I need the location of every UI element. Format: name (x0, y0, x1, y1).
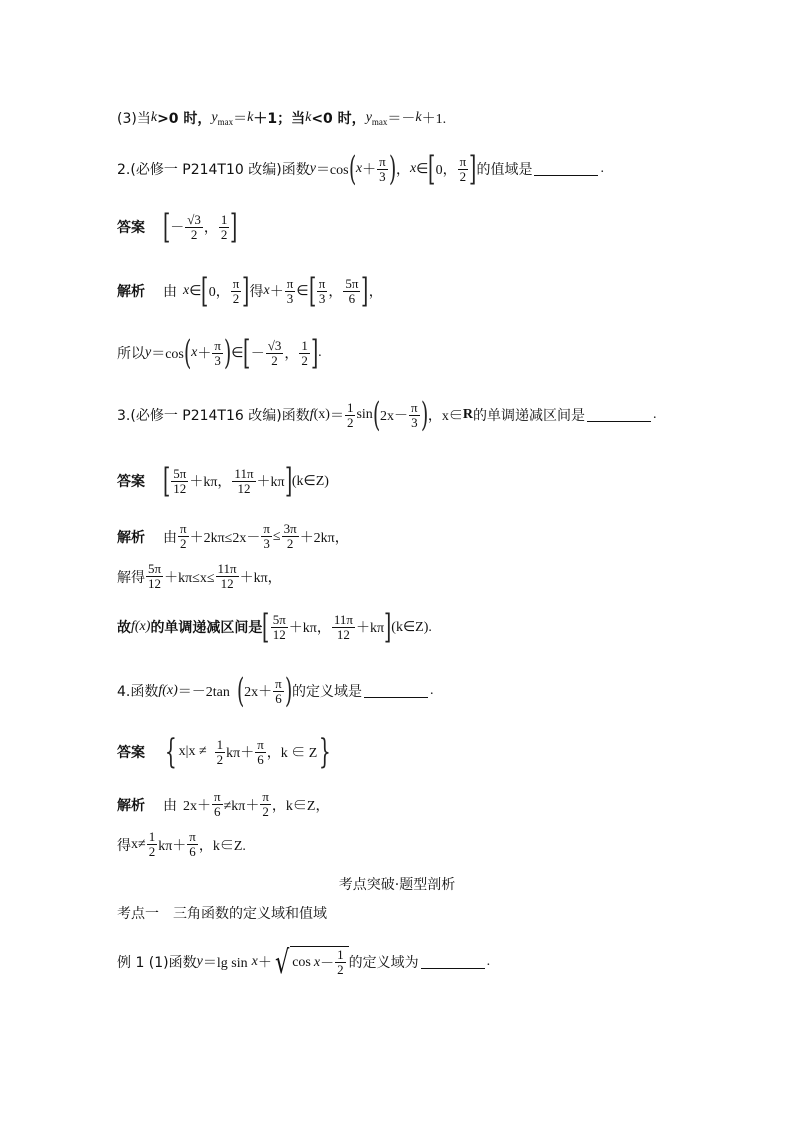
problem-stem: 3.(必修一 P214T16 改编)函数 (117, 408, 310, 424)
element-of: ∈ (189, 283, 202, 299)
fraction-pi-3 (409, 401, 420, 430)
element-of: ∈ (296, 283, 309, 299)
comma: ， (368, 285, 383, 300)
denominator: 6 (189, 844, 196, 859)
fraction-pi-6 (187, 830, 198, 859)
point-title: 考点一 三角函数的定义域和值域 (117, 906, 327, 922)
denominator: 2 (232, 290, 240, 306)
var-x: x (191, 345, 198, 360)
var-y: y (211, 110, 218, 125)
fraction-pi-6 (273, 677, 284, 706)
left-paren: ( (348, 149, 356, 189)
answer-blank (534, 163, 598, 176)
text-segment: 由 (163, 797, 177, 814)
plus-sign: ＋ (362, 163, 377, 178)
numerator: π (214, 789, 221, 804)
denominator: 2 (262, 804, 269, 819)
text-segment: 得 (249, 284, 264, 300)
answer-3 (117, 461, 329, 501)
analysis-4-line-2 (117, 830, 246, 859)
expression: ＋2kπ， (299, 530, 349, 546)
example-1 (117, 943, 491, 981)
period: . (318, 345, 322, 360)
numerator: 11π (234, 465, 254, 481)
equals-sign: ＝ (329, 409, 344, 424)
subscript-max: max (217, 117, 234, 127)
denominator: 3 (379, 168, 386, 184)
numerator: π (257, 736, 264, 752)
var-x: x (409, 161, 417, 176)
domain-text: ，x∈ (427, 409, 463, 424)
right-paren: ) (388, 149, 396, 189)
denominator: 3 (214, 352, 221, 368)
minus-sign: － (170, 221, 185, 236)
expression: ≠kπ＋ (223, 798, 260, 814)
fraction-pi-3 (212, 339, 223, 368)
numerator: π (379, 153, 386, 169)
denominator: 2 (459, 168, 467, 184)
fraction-pi-6 (212, 790, 223, 819)
expression: ＋kπ (355, 621, 385, 636)
element-of: ∈ (231, 345, 244, 361)
answer-2 (117, 207, 238, 247)
left-brace: { (164, 732, 177, 772)
period: . (600, 161, 604, 176)
expression: 2x－ (380, 409, 409, 424)
comma: ， (328, 285, 343, 300)
denominator: 2 (346, 414, 354, 430)
denominator: 12 (148, 576, 162, 591)
condition: (k∈Z). (391, 619, 432, 635)
right-paren: ) (420, 395, 428, 435)
numerator: π (180, 521, 187, 536)
left-bracket: [ (243, 333, 251, 373)
radical-sign: √ (274, 943, 290, 981)
denominator: 12 (336, 626, 350, 642)
var-k: k (150, 110, 158, 125)
var-y: y (309, 161, 316, 176)
fraction-11pi-12 (216, 562, 239, 591)
numerator: 5π (272, 611, 286, 627)
denominator: 2 (271, 352, 278, 368)
equals-sign: ＝ (233, 112, 248, 127)
condition: (k∈Z) (291, 473, 329, 489)
condition: ，k ∈ Z (266, 746, 318, 761)
numerator: 1 (148, 829, 156, 844)
right-paren: ) (284, 671, 293, 711)
number-zero: 0， (208, 285, 230, 300)
sin-function: sin (356, 407, 373, 422)
text-segment: ＋1. (421, 112, 447, 127)
numerator: π (459, 153, 467, 169)
analysis-3-line-1 (117, 522, 349, 551)
problem-stem: 2.(必修一 P214T10 改编)函数 (117, 162, 310, 178)
numerator: 5π (173, 465, 187, 481)
numerator: 1 (346, 399, 354, 415)
fraction-5pi-12 (271, 613, 288, 642)
denominator: 12 (173, 480, 187, 496)
le-sign: ≤ (272, 528, 281, 544)
fraction-1-2 (335, 948, 346, 977)
denominator: 6 (214, 804, 221, 819)
denominator: 6 (275, 690, 282, 706)
numerator: π (214, 337, 221, 353)
denominator: 2 (301, 352, 308, 368)
fraction-pi-3 (317, 277, 328, 306)
answer-blank (421, 956, 485, 969)
expression: ＋kπ， (189, 475, 232, 490)
right-bracket: ] (284, 461, 292, 501)
var-k: k (305, 110, 312, 125)
numerator: π (411, 399, 418, 415)
problem-3 (117, 395, 657, 435)
fraction-pi-3 (377, 155, 388, 184)
var-x: x (183, 283, 190, 298)
problem-stem: 例 1 (1)函数 (117, 955, 197, 971)
condition: ，k∈Z. (198, 838, 246, 854)
fraction-5pi-12 (146, 562, 163, 591)
problem-4 (117, 671, 434, 711)
numerator: 5π (345, 275, 359, 291)
fraction-1-2 (219, 213, 230, 242)
text-segment: <0 时， (311, 111, 366, 127)
analysis-3-line-2 (117, 562, 282, 591)
numerator: √3 (187, 211, 201, 227)
var-k: k (415, 110, 422, 125)
numerator: 5π (148, 561, 162, 576)
expression: x≠ (131, 836, 146, 852)
var-y: y (365, 110, 372, 125)
problem-1-tail (117, 108, 446, 128)
set-builder: x|x ≠ (178, 744, 207, 759)
text-segment: 解得 (117, 569, 145, 586)
left-bracket: [ (428, 149, 436, 189)
left-paren: ( (236, 671, 245, 711)
numerator: √3 (267, 337, 282, 353)
square-root (272, 943, 349, 981)
minus-sign: － (250, 347, 265, 362)
answer-label: 答案 (117, 220, 145, 236)
fraction-5pi-12 (171, 467, 188, 496)
analysis-label: 解析 (117, 797, 145, 814)
left-bracket: [ (162, 461, 171, 501)
expression: ＋kπ， (288, 621, 331, 636)
problem-stem: 4.函数 (117, 684, 159, 700)
condition: ，k∈Z， (271, 798, 330, 814)
expression: ＋2kπ≤2x－ (189, 530, 261, 546)
text-segment: >0 时， (157, 111, 212, 127)
comma: ， (203, 221, 218, 236)
fraction-pi-2 (458, 155, 469, 184)
function-fx: f(x) (158, 683, 178, 698)
var-x: x (263, 283, 270, 298)
numerator: π (318, 275, 326, 291)
var-y: y (196, 954, 203, 969)
numerator: π (232, 275, 240, 291)
expression: ＋kπ (256, 475, 285, 490)
denominator: 3 (411, 414, 418, 430)
expression: ＝lg sin (202, 956, 248, 971)
numerator: π (263, 521, 270, 536)
denominator: 2 (180, 536, 187, 551)
radicand (290, 946, 348, 978)
var-x: x (251, 954, 258, 969)
period: . (430, 683, 434, 698)
answer-blank (587, 409, 651, 422)
cos-function: ＝cos (151, 347, 184, 362)
plus-sign: ＋ (269, 285, 284, 300)
right-bracket: ] (469, 149, 477, 189)
expression: 2x＋ (244, 685, 273, 700)
denominator: 2 (337, 962, 344, 977)
fraction-1-2 (147, 830, 158, 859)
numerator: 3π (283, 521, 297, 536)
fraction-5pi-6 (343, 277, 360, 306)
analysis-3-line-3 (117, 607, 432, 647)
denominator: 12 (220, 576, 234, 591)
expression: kπ＋ (158, 838, 187, 854)
fraction-1-2 (345, 401, 356, 430)
var-k: k (247, 110, 254, 125)
right-paren: ) (223, 333, 232, 373)
var-x: x (355, 161, 363, 176)
left-bracket: [ (308, 271, 316, 311)
function-fx: f(x) (131, 619, 151, 634)
fraction-11pi-12 (332, 613, 355, 642)
numerator: 1 (337, 947, 344, 962)
answer-label: 答案 (117, 474, 145, 490)
set-R: R (462, 407, 474, 422)
right-bracket: ] (230, 207, 238, 247)
right-bracket: ] (242, 271, 250, 311)
answer-label: 答案 (117, 745, 145, 761)
problem-ask: 的定义域为 (348, 955, 419, 971)
expression: ＝－2tan (177, 685, 230, 700)
comma: ， (284, 347, 299, 362)
left-paren: ( (372, 395, 381, 435)
text-segment: 由 (163, 529, 177, 546)
answer-blank (364, 685, 428, 698)
analysis-2-line-1 (117, 271, 383, 311)
problem-ask: 的定义域是 (292, 684, 363, 700)
fraction-pi-6 (255, 738, 266, 767)
fraction-1-2 (215, 738, 226, 767)
right-bracket: ] (361, 271, 369, 311)
numerator: π (275, 675, 282, 691)
function-arg: (x) (313, 407, 330, 422)
denominator: 2 (190, 226, 198, 242)
period: . (653, 407, 657, 422)
period: . (486, 954, 491, 969)
cos-function: ＝cos (315, 163, 349, 178)
text-segment: 所以 (117, 346, 145, 362)
left-bracket: [ (162, 207, 171, 247)
text-segment: 的单调递减区间是 (150, 620, 263, 636)
problem-ask: 的值域是 (476, 162, 533, 178)
denominator: 2 (216, 751, 224, 767)
numerator: 1 (220, 211, 228, 227)
numerator: 11π (217, 561, 237, 576)
denominator: 6 (257, 751, 264, 767)
fraction-3pi-2 (282, 522, 299, 551)
answer-4 (117, 732, 333, 772)
expression: kπ＋ (226, 746, 255, 761)
var-y: y (145, 345, 152, 360)
denominator: 12 (237, 480, 251, 496)
left-bracket: [ (201, 271, 209, 311)
left-paren: ( (183, 333, 192, 373)
expression: 2x＋ (183, 798, 211, 814)
numerator: π (262, 789, 269, 804)
section-title: 考点突破·题型剖析 (338, 877, 456, 893)
fraction-1-2 (299, 339, 310, 368)
fraction-pi-2 (260, 790, 271, 819)
text-segment: (3)当 (117, 111, 151, 127)
fraction-pi-3 (261, 522, 272, 551)
numerator: π (286, 275, 294, 291)
element-of: ∈ (416, 161, 429, 177)
text-segment: 得 (117, 837, 131, 854)
minus-sign: － (320, 956, 335, 972)
text-segment: 故 (117, 620, 131, 636)
denominator: 2 (220, 226, 228, 242)
subscript-max: max (371, 117, 388, 127)
fraction-11pi-12 (232, 467, 255, 496)
analysis-label: 解析 (117, 529, 145, 546)
numerator: 1 (216, 736, 224, 752)
fraction-pi-2 (231, 277, 242, 306)
left-bracket: [ (262, 607, 270, 647)
comma: ， (395, 163, 410, 178)
denominator: 2 (286, 536, 294, 551)
var-f: f (309, 407, 314, 422)
denominator: 3 (318, 290, 326, 306)
cos-function: cos (292, 954, 311, 970)
var-x: x (313, 954, 321, 970)
denominator: 3 (286, 290, 294, 306)
denominator: 6 (348, 290, 356, 306)
denominator: 12 (272, 626, 286, 642)
text-segment: 由 (163, 284, 177, 300)
denominator: 3 (263, 536, 270, 551)
fraction-sqrt3-2 (266, 339, 284, 368)
numerator: 1 (301, 337, 308, 353)
fraction-pi-2 (178, 522, 189, 551)
right-bracket: ] (384, 607, 392, 647)
fraction-sqrt3-2 (185, 213, 203, 242)
analysis-4-line-1 (117, 790, 329, 819)
point-heading (117, 903, 327, 923)
right-bracket: ] (310, 333, 319, 373)
number-zero: 0， (435, 163, 457, 178)
plus-sign: ＋ (197, 347, 212, 362)
plus-sign: ＋ (257, 956, 272, 971)
right-brace: } (319, 732, 332, 772)
analysis-2-line-2 (117, 333, 322, 373)
denominator: 2 (148, 844, 156, 859)
fraction-pi-3 (285, 277, 296, 306)
problem-2 (117, 149, 604, 189)
equals-sign: ＝－ (387, 112, 416, 127)
analysis-label: 解析 (117, 284, 145, 300)
problem-ask: 的单调递减区间是 (473, 408, 586, 424)
text-segment: ＋1；当 (253, 111, 306, 127)
expression: ＋kπ， (239, 570, 282, 586)
expression: ＋kπ≤x≤ (164, 570, 215, 586)
numerator: π (189, 829, 196, 844)
numerator: 11π (333, 611, 353, 627)
